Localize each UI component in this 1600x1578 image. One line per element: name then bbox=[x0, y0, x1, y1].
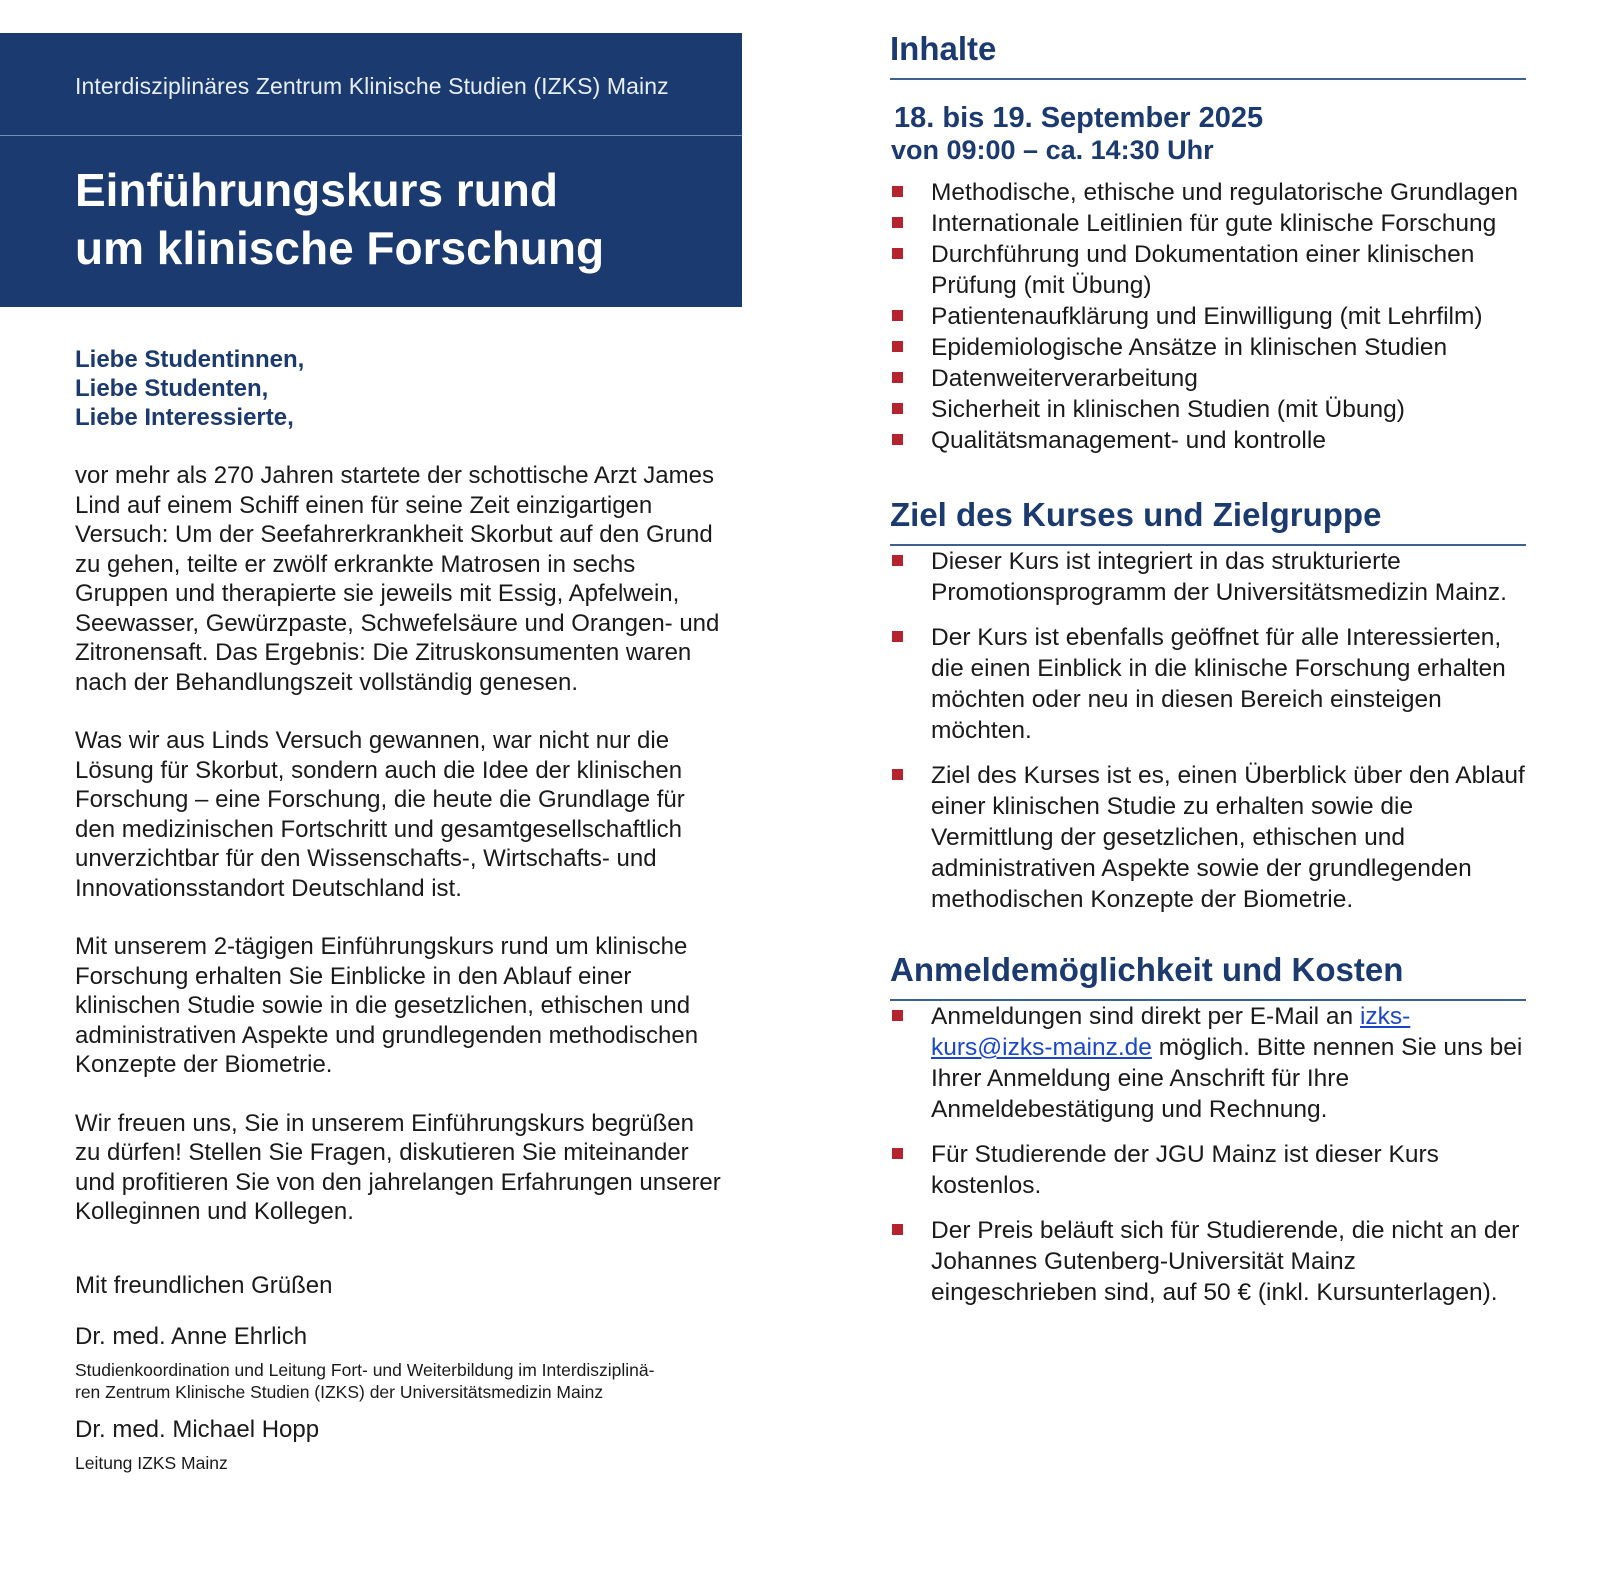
list-item-text: möglich. Bitte nennen Sie uns bei Ihrer Anmeldung eine Anschrift für Ihre Anmeldebestätigung und Rechnung. bbox=[931, 1034, 1523, 1123]
list-item-text: Sicherheit in klinischen Studien (mit Übung) bbox=[931, 396, 1405, 423]
letter-paragraph-history: vor mehr als 270 Jahren startete der schottische Arzt James Lind auf einem Schiff einen für seine Zeit einzigartigen Versuch: Um der Seefahrerkrankheit Skorbut auf den Grund zu gehen, teilte er zwölf erkrankte Matrosen in sechs Gruppen und therapierte sie jeweils mit Essig, Apfelwein, Seewasser, Gewürzpaste, Schwefelsäure und Orangen- und Zitronensaft. Das Ergebnis: Die Zitruskonsumenten waren nach der Behandlungszeit vollständig genesen. bbox=[75, 462, 720, 696]
bullet-square-icon bbox=[892, 1010, 903, 1021]
salutation bbox=[75, 345, 722, 432]
course-title-line-2: um klinische Forschung bbox=[75, 222, 605, 274]
bullet-square-icon bbox=[892, 403, 903, 414]
section-anmeldung bbox=[890, 951, 1526, 1308]
list-item-text: Für Studierende der JGU Mainz ist dieser Kurs kostenlos. bbox=[931, 1141, 1439, 1199]
letter bbox=[0, 307, 742, 1474]
salutation-line: Liebe Studentinnen, bbox=[75, 346, 305, 373]
list-item bbox=[890, 332, 1526, 363]
header-banner bbox=[0, 33, 742, 307]
list-item bbox=[890, 208, 1526, 239]
list-item-text: Epidemiologische Ansätze in klinischen Studien bbox=[931, 334, 1448, 361]
section-title: Ziel des Kurses und Zielgruppe bbox=[890, 496, 1526, 546]
bullet-square-icon bbox=[892, 631, 903, 642]
bullet-square-icon bbox=[892, 769, 903, 780]
bullet-square-icon bbox=[892, 248, 903, 259]
letter-closing: Mit freundlichen Grüßen bbox=[75, 1271, 333, 1299]
list-item bbox=[890, 1001, 1526, 1125]
institution-name: Interdisziplinäres Zentrum Klinische Studien (IZKS) Mainz bbox=[75, 73, 669, 99]
section-inhalte bbox=[890, 30, 1526, 456]
date-range: 18. bis 19. September 2025 bbox=[894, 102, 1264, 134]
list-item-text: Ziel des Kurses ist es, einen Überblick über den Ablauf einer klinischen Studie zu erhalten sowie die Vermittlung der gesetzlichen, ethischen und administrativen Aspekte sowie der grundlegenden methodischen Konzepte der Biometrie. bbox=[931, 762, 1525, 913]
bullet-square-icon bbox=[892, 186, 903, 197]
bullet-square-icon bbox=[892, 1224, 903, 1235]
salutation-line: Liebe Interessierte, bbox=[75, 404, 294, 431]
list-item-text: Der Preis beläuft sich für Studierende, die nicht an der Johannes Gutenberg-Universität Mainz eingeschrieben sind, auf 50 € (inkl. Kursunterlagen). bbox=[931, 1217, 1520, 1306]
section-title: Anmeldemöglichkeit und Kosten bbox=[890, 951, 1526, 1001]
list-item bbox=[890, 177, 1526, 208]
section-title: Inhalte bbox=[890, 30, 1526, 80]
list-item bbox=[890, 363, 1526, 394]
course-title-line-1: Einführungskurs rund bbox=[75, 164, 558, 216]
signer-name: Dr. med. Anne Ehrlich bbox=[75, 1322, 308, 1350]
section-ziel bbox=[890, 496, 1526, 915]
signer-role bbox=[75, 1359, 722, 1403]
list-item-text: Qualitätsmanagement- und kontrolle bbox=[931, 427, 1326, 454]
list-item bbox=[890, 622, 1526, 746]
bullet-square-icon bbox=[892, 341, 903, 352]
bullet-square-icon bbox=[892, 555, 903, 566]
list-item-text: Internationale Leitlinien für gute klinische Forschung bbox=[931, 210, 1497, 237]
signer-role-line: Studienkoordination und Leitung Fort- und Weiterbildung im Interdisziplinä- bbox=[75, 1359, 655, 1380]
list-item bbox=[890, 1139, 1526, 1201]
list-item-text: Durchführung und Dokumentation einer klinischen Prüfung (mit Übung) bbox=[931, 241, 1475, 299]
list-item-text: Der Kurs ist ebenfalls geöffnet für alle Interessierten, die einen Einblick in die klinische Forschung erhalten möchten oder neu in diesen Bereich einsteigen möchten. bbox=[931, 624, 1506, 744]
list-item-text: Methodische, ethische und regulatorische Grundlagen bbox=[931, 179, 1519, 206]
title-bar bbox=[0, 136, 742, 307]
institution-bar bbox=[0, 33, 742, 136]
goal-list bbox=[890, 546, 1526, 915]
bullet-square-icon bbox=[892, 434, 903, 445]
list-item-text: Datenweiterverarbeitung bbox=[931, 365, 1198, 392]
list-item bbox=[890, 546, 1526, 608]
list-item-text: Patientenaufklärung und Einwilligung (mit Lehrfilm) bbox=[931, 303, 1483, 330]
list-item bbox=[890, 301, 1526, 332]
list-item bbox=[890, 239, 1526, 301]
letter-paragraph-research: Was wir aus Linds Versuch gewannen, war nicht nur die Lösung für Skorbut, sondern auch die Idee der klinischen Forschung – eine Forschung, die heute die Grundlage für den medizinischen Fortschritt und gesamtgesellschaftlich unverzichtbar für den Wissenschafts-, Wirtschafts- und Innovationsstandort Deutschland ist. bbox=[75, 727, 685, 902]
letter-paragraph-welcome: Wir freuen uns, Sie in unserem Einführungskurs begrüßen zu dürfen! Stellen Sie Fragen, diskutieren Sie miteinander und profitieren Sie von den jahrelangen Erfahrungen unserer Kolleginnen und Kollegen. bbox=[75, 1109, 721, 1225]
right-column bbox=[890, 30, 1526, 1322]
time-range: von 09:00 – ca. 14:30 Uhr bbox=[891, 135, 1214, 165]
bullet-square-icon bbox=[892, 217, 903, 228]
list-item-text: Dieser Kurs ist integriert in das strukturierte Promotionsprogramm der Universitätsmedizin Mainz. bbox=[931, 548, 1507, 606]
list-item bbox=[890, 425, 1526, 456]
course-title bbox=[75, 161, 742, 277]
list-item-text: Anmeldungen sind direkt per E-Mail an bbox=[931, 1003, 1360, 1030]
bullet-square-icon bbox=[892, 310, 903, 321]
signer-role-line: ren Zentrum Klinische Studien (IZKS) der Universitätsmedizin Mainz bbox=[75, 1381, 604, 1402]
registration-list bbox=[890, 1001, 1526, 1308]
letter-paragraph-course: Mit unserem 2-tägigen Einführungskurs rund um klinische Forschung erhalten Sie Einblicke in den Ablauf einer klinischen Studie sowie in die gesetzlichen, ethischen und administrativen Aspekte und grundlegenden methodischen Konzepte der Biometrie. bbox=[75, 933, 699, 1078]
list-item bbox=[890, 760, 1526, 915]
email-link[interactable]: izks-kurs@izks-mainz.de bbox=[931, 1003, 1411, 1061]
left-column bbox=[0, 33, 742, 1486]
bullet-square-icon bbox=[892, 372, 903, 383]
list-item bbox=[890, 394, 1526, 425]
bullet-square-icon bbox=[892, 1148, 903, 1159]
salutation-line: Liebe Studenten, bbox=[75, 375, 269, 402]
course-date bbox=[891, 102, 1526, 165]
list-item bbox=[890, 1215, 1526, 1308]
content-list bbox=[890, 177, 1526, 456]
signer-name: Dr. med. Michael Hopp bbox=[75, 1415, 320, 1443]
signer-role: Leitung IZKS Mainz bbox=[75, 1452, 228, 1473]
